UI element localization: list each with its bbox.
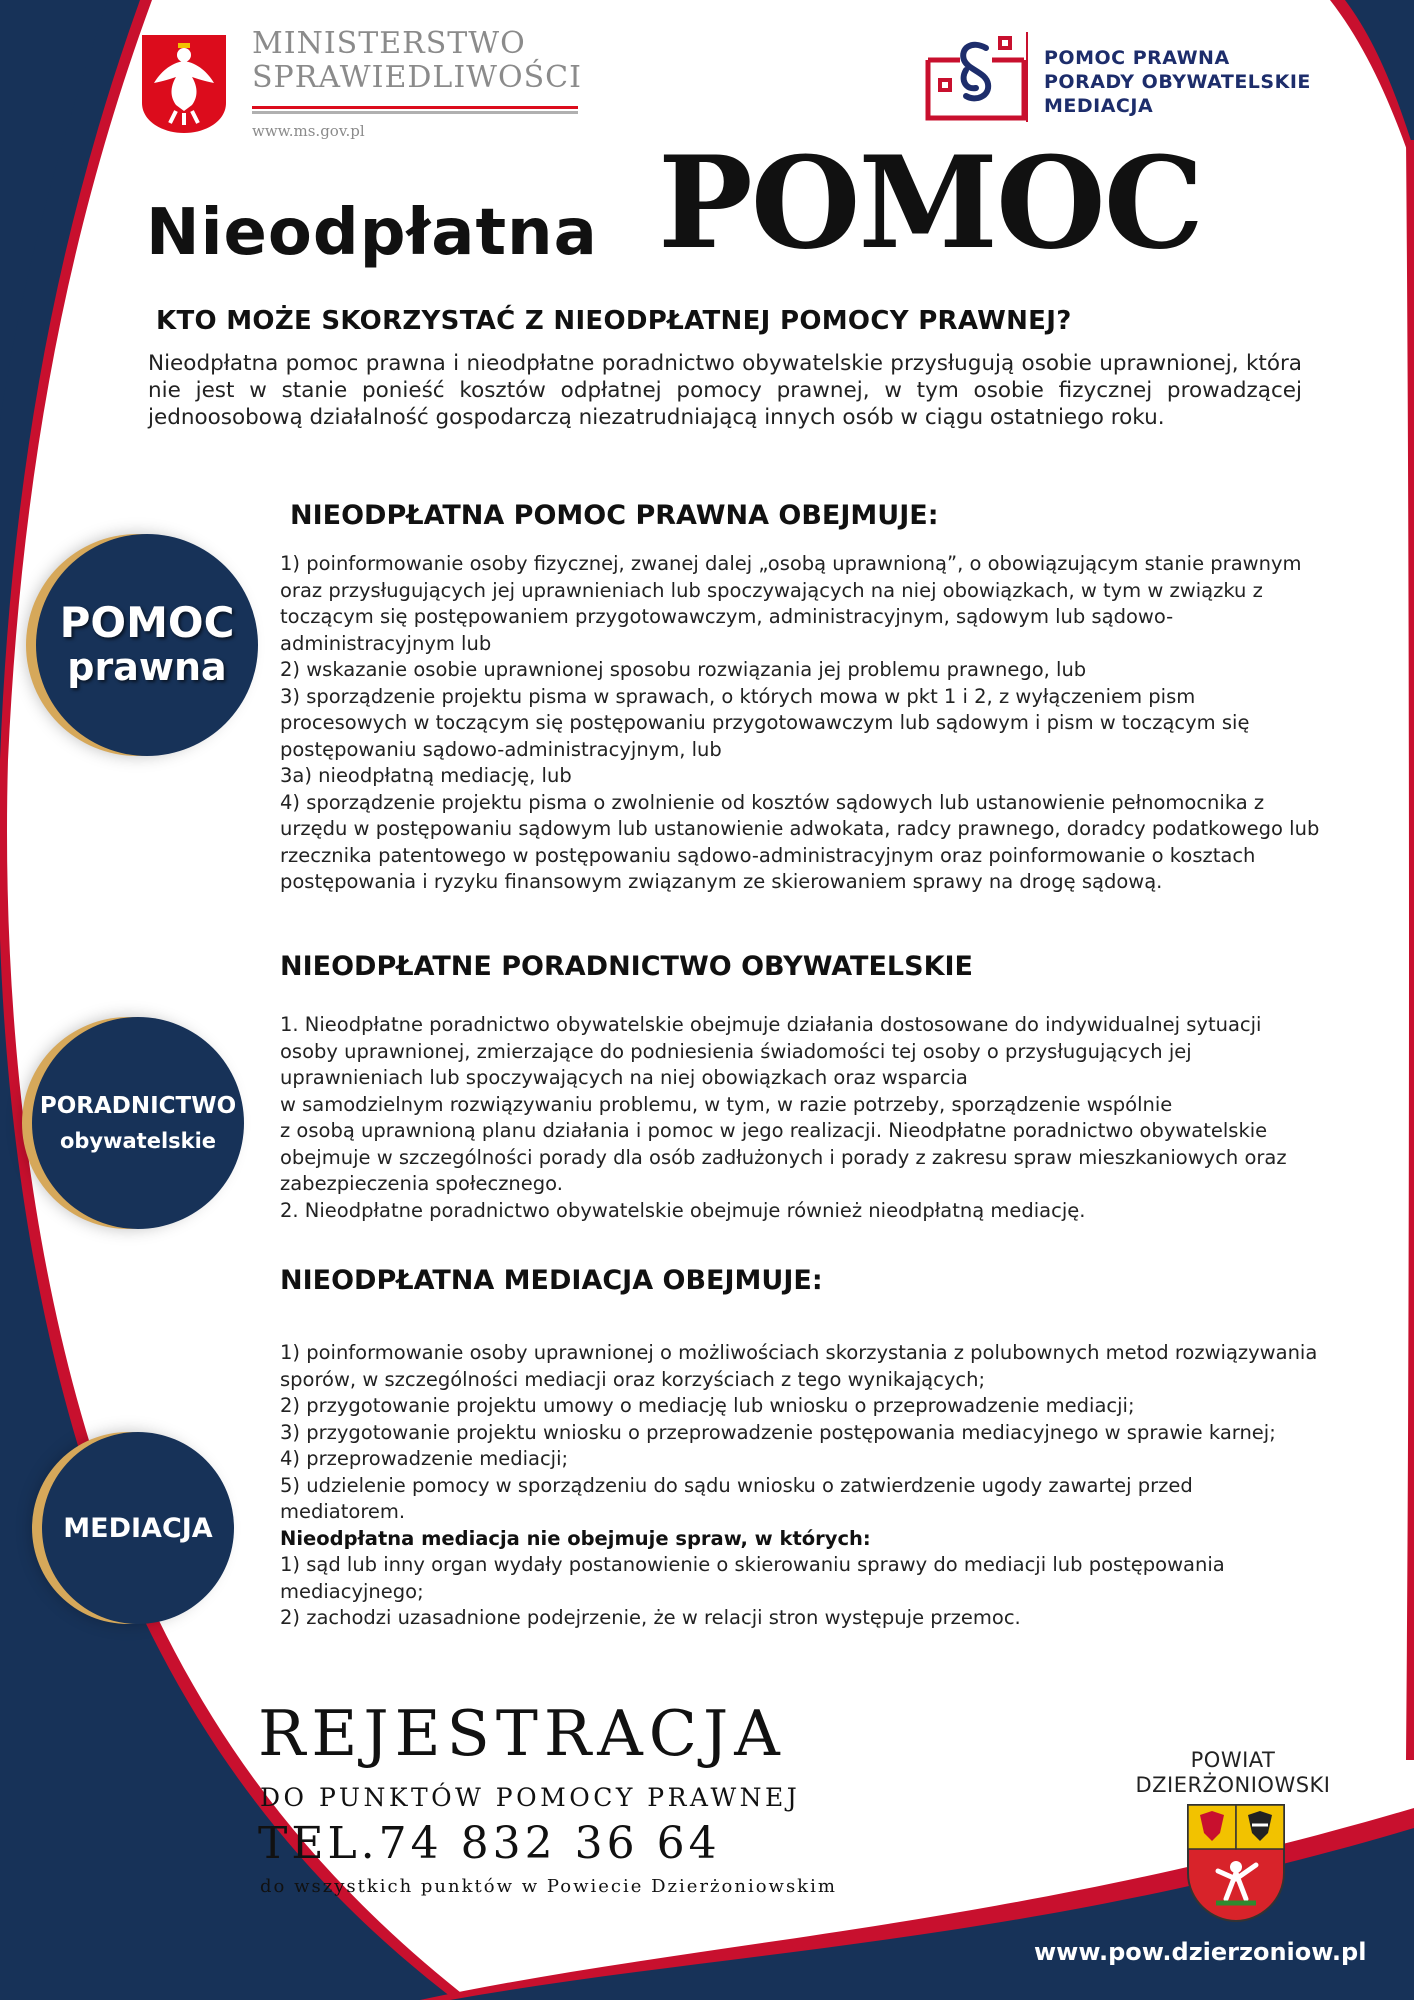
section-text-legal-aid: 1) poinformowanie osoby fizycznej, zwanej dalej „osobą uprawnioną”, o obowiązującym stanie prawnym oraz przysługujących jej uprawnieniach lub spoczywających na niej obowiązkach, w tym w związku z toczącym się postępowaniem przygotowawczym, administracyjnym, sądowym lub sądowo-administracyjnym lub 2) wskazanie osobie uprawnionej sposobu rozwiązania jej problemu prawnego, lub 3) sporządzenie projektu pisma w sprawach, o których mowa w pkt 1 i 2, z wyłączeniem pism procesowych w toczącym się postępowaniu przygotowawczym lub sądowym i pism w toczącym się postępowaniu sądowo-administracyjnym, lub 3a) nieodpłatną mediację, lub 4) sporządzenie projektu pisma o zwolnienie od kosztów sądowych lub ustanowienie pełnomocnika z urzędu w postępowaniu sądowym lub ustanowienie adwokata, radcy prawnego, doradcy podatkowego lub rzecznika patentowego w postępowaniu sądowo-administracyjnym oraz poinformowanie o kosztach postępowania i ryzyku finansowym związanym ze skierowaniem sprawy na drogę sądową.	[280, 552, 1320, 893]
badge-civic-counseling-line2: obywatelskie	[59, 1129, 217, 1153]
registration-phone[interactable]: TEL.74 832 36 64	[258, 1818, 721, 1869]
footer-website-link[interactable]: www.pow.dzierzoniow.pl	[1034, 1938, 1367, 1966]
section-text-mediation	[280, 1340, 1320, 1632]
polish-eagle-emblem-icon	[140, 33, 228, 135]
section-heading-civic-counseling: NIEODPŁATNE PORADNICTWO OBYWATELSKIE	[280, 951, 973, 982]
badge-mediation-line1: MEDIACJA	[63, 1512, 213, 1544]
ministry-flag-bar	[252, 106, 578, 114]
program-name-line: POMOC PRAWNA	[1044, 47, 1230, 69]
registration-title: REJESTRACJA	[258, 1697, 786, 1770]
mediation-exclusion-text: 1) sąd lub inny organ wydały postanowienie o skierowaniu sprawy do mediacji lub postępowania mediacyjnego; 2) zachodzi uzasadnione podejrzenie, że w relacji stron występuje przemoc.	[280, 1553, 1225, 1629]
section-heading-legal-aid: NIEODPŁATNA POMOC PRAWNA OBEJMUJE:	[290, 500, 939, 531]
program-logo-divider	[1026, 32, 1028, 122]
section-heading-mediation: NIEODPŁATNA MEDIACJA OBEJMUJE:	[280, 1265, 823, 1296]
badge-civic-counseling-line1: PORADNICTWO	[39, 1093, 237, 1119]
ministry-name-line2: SPRAWIEDLIWOŚCI	[252, 60, 582, 95]
registration-subtitle: DO PUNKTÓW POMOCY PRAWNEJ	[260, 1783, 801, 1812]
badge-legal-aid	[36, 534, 258, 756]
mediation-exclusion-heading: Nieodpłatna mediacja nie obejmuje spraw, w których:	[280, 1526, 871, 1550]
program-name-line: MEDIACJA	[1044, 95, 1154, 117]
section-text-civic-counseling: 1. Nieodpłatne poradnictwo obywatelskie obejmuje działania dostosowane do indywidualnej sytuacji osoby uprawnionej, zmierzające do podniesienia świadomości tej osoby o przysługujących jej uprawnieniach lub spoczywających na niej obowiązkach oraz wsparcia w samodzielnym rozwiązywaniu problemu, w tym, w razie potrzeby, sporządzenie wspólnie z osobą uprawnioną planu działania i pomoc w jego realizacji. Nieodpłatne poradnictwo obywatelskie obejmuje w szczególności porady dla osób zadłużonych i porady z zakresu spraw mieszkaniowych oraz zabezpieczenia społecznego. 2. Nieodpłatne poradnictwo obywatelskie obejmuje również nieodpłatną mediację.	[280, 1013, 1287, 1222]
program-name	[1044, 46, 1311, 118]
badge-civic-counseling	[32, 1017, 244, 1229]
page-title-part1: Nieodpłatna	[146, 196, 598, 270]
ministry-url: www.ms.gov.pl	[252, 122, 365, 140]
eligibility-text: Nieodpłatna pomoc prawna i nieodpłatne poradnictwo obywatelskie przysługują osobie uprawnionej, która nie jest w stanie ponieść kosztów odpłatnej pomocy prawnej, w tym osobie fizycznej prowadzącej jednoosobową działalność gospodarczą niezatrudniającą innych osób w ciągu ostatniego roku.	[148, 351, 1302, 430]
page-title-part2: POMOC	[658, 129, 1203, 277]
ministry-name-line1: MINISTERSTWO	[252, 26, 526, 61]
county-name-line2: DZIERŻONIOWSKI	[1135, 1773, 1331, 1797]
program-name-line: PORADY OBYWATELSKIE	[1044, 71, 1311, 93]
badge-legal-aid-line1: POMOC	[59, 598, 235, 647]
badge-legal-aid-line2: prawna	[67, 645, 227, 689]
registration-note: do wszystkich punktów w Powiecie Dzierżoniowskim	[260, 1876, 837, 1897]
eligibility-question: KTO MOŻE SKORZYSTAĆ Z NIEODPŁATNEJ POMOCY PRAWNEJ?	[156, 306, 1072, 336]
mediation-scope-text: 1) poinformowanie osoby uprawnionej o możliwościach skorzystania z polubownych metod rozwiązywania sporów, w szczególności mediacji oraz korzyściach z tego wynikających; 2) przygotowanie projektu umowy o mediację lub wniosku o przeprowadzenie mediacji; 3) przygotowanie projektu wniosku o przeprowadzenie postępowania mediacyjnego w sprawie karnej; 4) przeprowadzenie mediacji; 5) udzielenie pomocy w sporządzeniu do sądu wniosku o zatwierdzenie ugody zawartej przed mediatorem.	[280, 1341, 1318, 1523]
legal-aid-logo-icon	[920, 30, 1032, 128]
badge-mediation	[42, 1432, 234, 1624]
county-coat-of-arms-icon	[1186, 1803, 1286, 1923]
county-name	[1128, 1748, 1338, 1798]
county-name-line1: POWIAT	[1190, 1748, 1276, 1772]
